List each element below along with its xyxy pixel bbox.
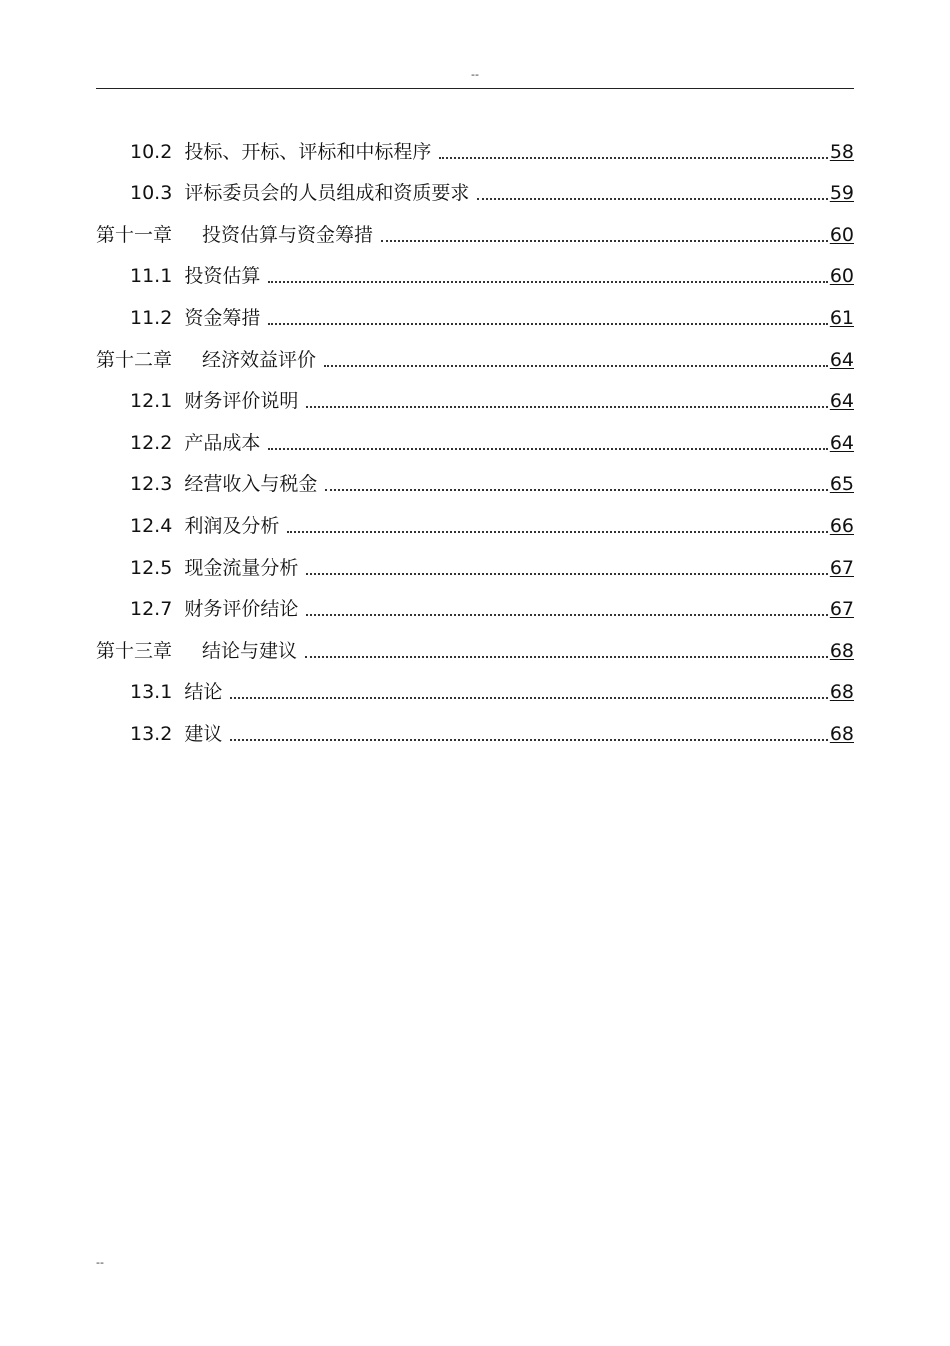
toc-entry-number: 11.2: [130, 306, 173, 329]
toc-entry-number: 13.2: [130, 722, 173, 745]
toc-entry-number: 12.4: [130, 514, 173, 537]
toc-dot-leader: [477, 198, 827, 200]
toc-section-entry[interactable]: [96, 455, 854, 497]
toc-entry-title: 投资估算与资金筹措: [202, 223, 374, 246]
toc-entry-number: 10.2: [130, 140, 173, 163]
toc-dot-leader: [230, 739, 827, 741]
toc-dot-leader: [230, 697, 827, 699]
toc-section-entry[interactable]: [96, 164, 854, 206]
toc-entry-page-link[interactable]: 68: [829, 681, 854, 704]
toc-entry-page-link[interactable]: 60: [829, 265, 854, 288]
toc-entry-number: 第十三章: [96, 639, 173, 662]
toc-entry-number: 第十一章: [96, 223, 173, 246]
toc-entry-title: 产品成本: [184, 431, 261, 454]
page-footer-mark: --: [96, 1256, 104, 1269]
toc-dot-leader: [268, 448, 827, 450]
toc-section-entry[interactable]: [96, 372, 854, 414]
toc-dot-leader: [306, 406, 827, 408]
toc-entry-page-link[interactable]: 59: [829, 182, 854, 205]
toc-section-entry[interactable]: [96, 538, 854, 580]
toc-dot-leader: [325, 489, 827, 491]
toc-entry-page-link[interactable]: 66: [829, 514, 854, 537]
page-header-mark: --: [471, 68, 479, 81]
toc-dot-leader: [306, 573, 827, 575]
toc-entry-title: 利润及分析: [184, 514, 280, 537]
toc-section-entry[interactable]: [96, 496, 854, 538]
toc-entry-page-link[interactable]: 68: [829, 639, 854, 662]
toc-entry-page-link[interactable]: 67: [829, 598, 854, 621]
toc-entry-page-link[interactable]: 58: [829, 140, 854, 163]
toc-section-entry[interactable]: [96, 247, 854, 289]
toc-entry-number: 第十二章: [96, 348, 173, 371]
toc-chapter-entry[interactable]: [96, 205, 854, 247]
header-rule: [96, 88, 854, 89]
toc-entry-page-link[interactable]: 68: [829, 722, 854, 745]
toc-dot-leader: [268, 281, 827, 283]
toc-section-entry[interactable]: [96, 122, 854, 164]
table-of-contents: [96, 122, 854, 746]
toc-section-entry[interactable]: [96, 413, 854, 455]
toc-entry-number: 11.1: [130, 265, 173, 288]
toc-entry-title: 资金筹措: [184, 306, 261, 329]
toc-dot-leader: [306, 614, 827, 616]
toc-dot-leader: [324, 365, 828, 367]
toc-chapter-entry[interactable]: [96, 621, 854, 663]
toc-entry-title: 投标、开标、评标和中标程序: [184, 140, 432, 163]
toc-dot-leader: [287, 531, 827, 533]
toc-dot-leader: [305, 656, 828, 658]
toc-entry-number: 13.1: [130, 681, 173, 704]
toc-dot-leader: [381, 240, 828, 242]
toc-entry-page-link[interactable]: 64: [829, 390, 854, 413]
toc-dot-leader: [439, 157, 827, 159]
toc-dot-leader: [268, 323, 827, 325]
toc-entry-number: 12.2: [130, 431, 173, 454]
toc-section-entry[interactable]: [96, 663, 854, 705]
toc-entry-page-link[interactable]: 64: [829, 431, 854, 454]
toc-entry-number: 12.5: [130, 556, 173, 579]
toc-entry-page-link[interactable]: 60: [829, 223, 854, 246]
toc-entry-title: 建议: [184, 722, 223, 745]
toc-section-entry[interactable]: [96, 288, 854, 330]
toc-entry-title: 经济效益评价: [202, 348, 317, 371]
toc-entry-title: 财务评价结论: [184, 598, 299, 621]
toc-entry-title: 评标委员会的人员组成和资质要求: [184, 182, 470, 205]
toc-entry-page-link[interactable]: 67: [829, 556, 854, 579]
toc-entry-number: 12.7: [130, 598, 173, 621]
toc-entry-number: 10.3: [130, 182, 173, 205]
toc-entry-number: 12.3: [130, 473, 173, 496]
toc-entry-page-link[interactable]: 65: [829, 473, 854, 496]
toc-entry-title: 财务评价说明: [184, 390, 299, 413]
toc-entry-title: 经营收入与税金: [184, 473, 318, 496]
toc-section-entry[interactable]: [96, 704, 854, 746]
toc-entry-page-link[interactable]: 64: [829, 348, 854, 371]
toc-entry-title: 结论与建议: [202, 639, 298, 662]
toc-entry-page-link[interactable]: 61: [829, 306, 854, 329]
toc-chapter-entry[interactable]: [96, 330, 854, 372]
toc-section-entry[interactable]: [96, 580, 854, 622]
toc-entry-title: 结论: [184, 681, 223, 704]
toc-entry-number: 12.1: [130, 390, 173, 413]
toc-entry-title: 投资估算: [184, 265, 261, 288]
toc-entry-title: 现金流量分析: [184, 556, 299, 579]
